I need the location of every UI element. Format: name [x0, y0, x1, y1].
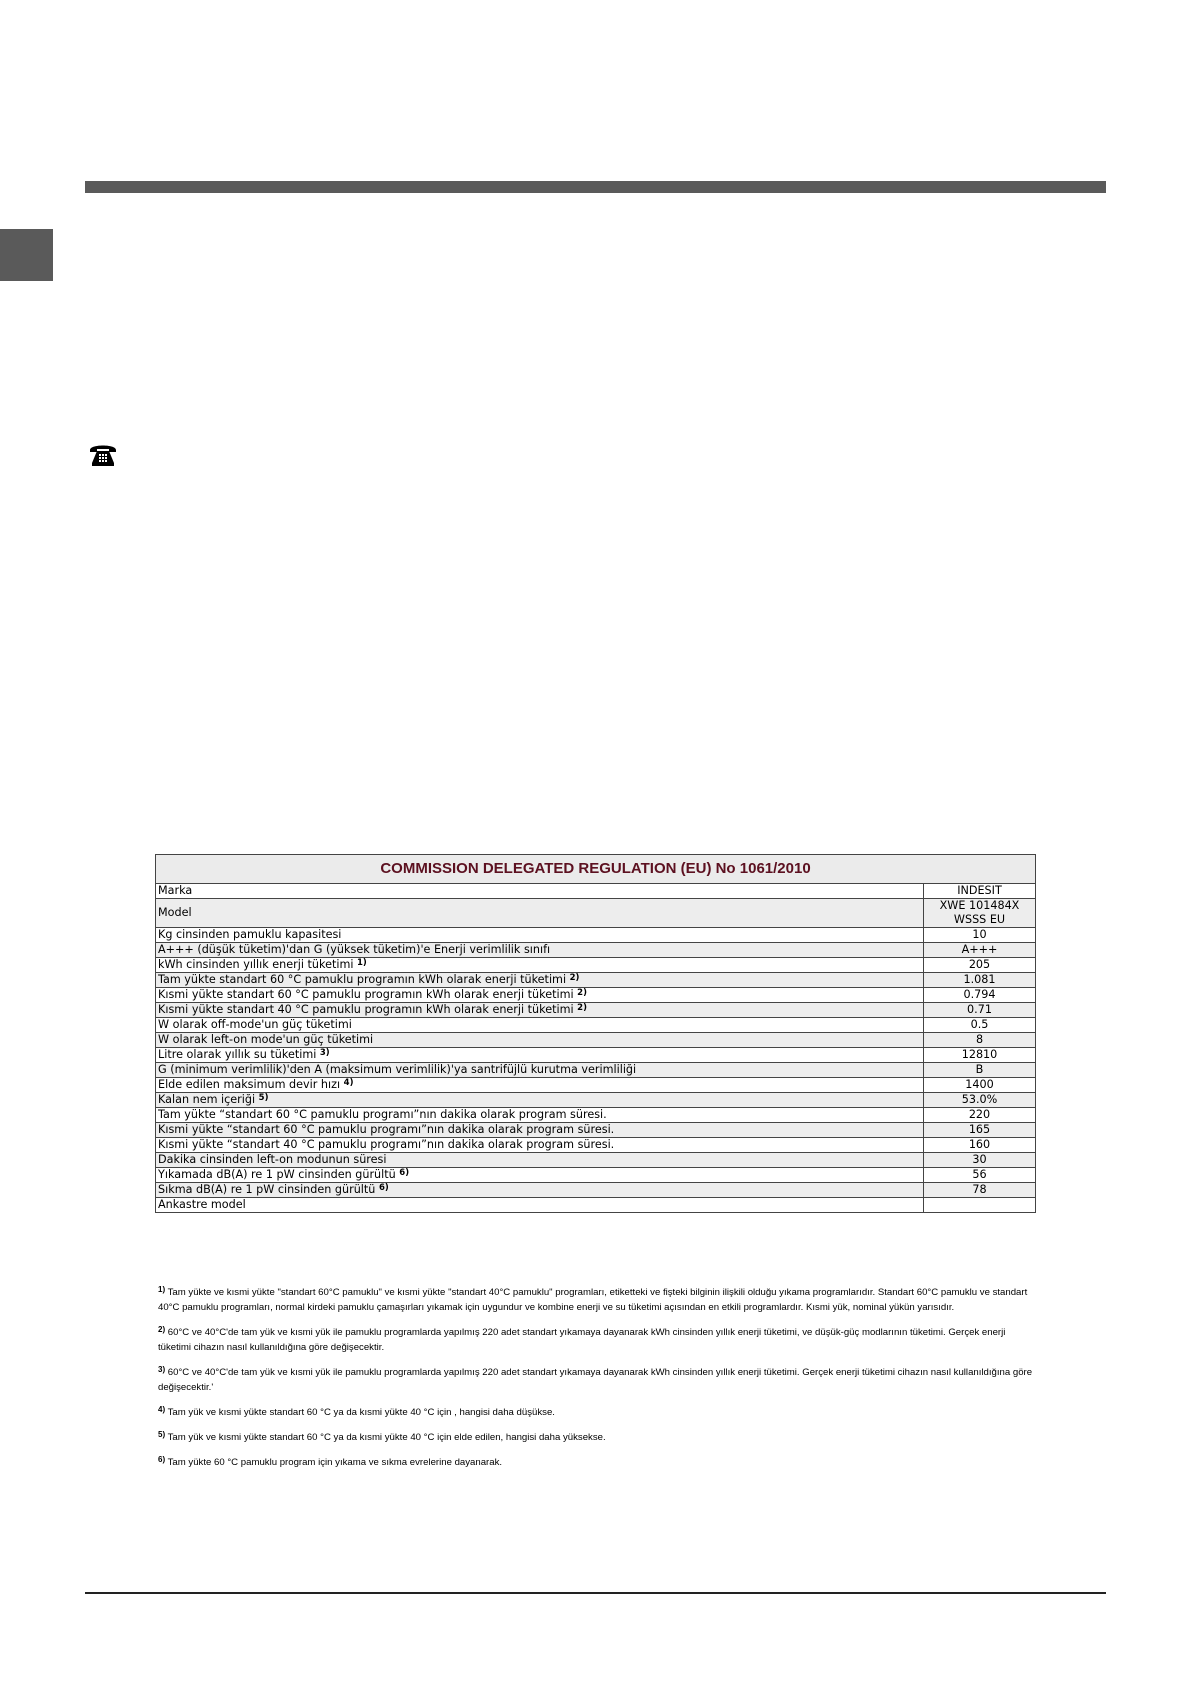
row-label-cell [156, 988, 924, 1003]
row-label-cell [156, 1093, 924, 1108]
footnote [158, 1402, 1038, 1420]
footnote-text: 60°C ve 40°C'de tam yük ve kısmi yük ile pamuklu programlarda yapılmış 220 adet standart yıkamaya dayanarak kWh cinsinden yıllık enerji tüketimi, ve düşük-güç modlarının tüketimi. Gerçek enerji tüketimi cihazın nasıl kullanıldığına göre değişecektir. [158, 1327, 1006, 1353]
table-row [156, 899, 1036, 928]
footnote [158, 1452, 1038, 1470]
footnote-ref: 1) [357, 958, 367, 968]
row-label-cell [156, 1003, 924, 1018]
row-label-cell [156, 1048, 924, 1063]
row-label-cell [156, 928, 924, 943]
footnote-ref: 2) [569, 973, 580, 983]
row-value: 78 [924, 1183, 1036, 1198]
footnotes [158, 1282, 1038, 1477]
row-label: Model [158, 906, 192, 919]
row-value: 56 [924, 1168, 1036, 1183]
table-row [156, 928, 1036, 943]
row-label: Ankastre model [158, 1198, 246, 1211]
table-row [156, 1033, 1036, 1048]
row-label-cell [156, 1153, 924, 1168]
footnote-mark: 5) [158, 1430, 166, 1439]
row-value: 205 [924, 958, 1036, 973]
footnote-text: Tam yük ve kısmi yükte standart 60 °C ya da kısmi yükte 40 °C için elde edilen, hangisi daha yüksekse. [167, 1432, 606, 1443]
table-row [156, 1108, 1036, 1123]
row-value: 1.081 [924, 973, 1036, 988]
footnote-ref: 4) [343, 1078, 354, 1088]
row-value: 12810 [924, 1048, 1036, 1063]
footer-rule [85, 1592, 1106, 1594]
row-label-cell [156, 1063, 924, 1078]
table-row [156, 1198, 1036, 1213]
row-label-cell [156, 1198, 924, 1213]
row-label-cell [156, 1078, 924, 1093]
row-label: Kısmi yükte standart 40 °C pamuklu programın kWh olarak enerji tüketimi [158, 1003, 574, 1016]
row-label: Elde edilen maksimum devir hızı [158, 1078, 341, 1091]
table-row [156, 958, 1036, 973]
row-value: 0.5 [924, 1018, 1036, 1033]
footnote-ref: 2) [577, 1003, 587, 1013]
footnote-mark: 6) [158, 1455, 166, 1464]
row-label: W olarak off-mode'un güç tüketimi [158, 1018, 352, 1031]
footnote-mark: 4) [158, 1405, 166, 1414]
footnote-text: Tam yükte ve kısmi yükte "standart 60°C pamuklu" ve kısmi yükte "standart 40°C pamuklu" programları, etiketteki ve fişteki bilginin ilişkili olduğu yıkama programlarıdır. Standart 60°C pamuklu ve standart 40°C pamuklu programları, normal kirdeki pamuklu çamaşırları yıkamak için uygundur ve kombine enerji ve su tüketimi açısından en etkili programlardır. Kısmi yük, nominal yükün yarısıdır. [158, 1287, 1028, 1313]
regulation-table [155, 854, 1036, 1213]
row-label-cell [156, 1138, 924, 1153]
table-row [156, 988, 1036, 1003]
footnote [158, 1322, 1038, 1355]
row-label-cell [156, 1123, 924, 1138]
row-value [924, 1198, 1036, 1213]
footnote-ref: 5) [258, 1093, 269, 1103]
table-row [156, 1123, 1036, 1138]
row-value: B [924, 1063, 1036, 1078]
table-body [156, 884, 1036, 1213]
table-row [156, 1153, 1036, 1168]
table-row [156, 1093, 1036, 1108]
footnote [158, 1427, 1038, 1445]
row-value: 0.71 [924, 1003, 1036, 1018]
footnote-mark: 2) [158, 1325, 166, 1334]
section-tab [0, 229, 53, 281]
table-row [156, 1078, 1036, 1093]
row-label: Kalan nem içeriği [158, 1093, 256, 1106]
row-label: Marka [158, 884, 193, 897]
row-label-cell [156, 884, 924, 899]
row-label: Tam yükte standart 60 °C pamuklu programın kWh olarak enerji tüketimi [158, 973, 567, 986]
row-value: 160 [924, 1138, 1036, 1153]
table-row [156, 884, 1036, 899]
row-label-cell [156, 1033, 924, 1048]
row-label: Kısmi yükte “standart 40 °C pamuklu programı”nın dakika olarak program süresi. [158, 1138, 615, 1151]
row-label: Sıkma dB(A) re 1 pW cinsinden gürültü [158, 1183, 376, 1196]
row-value: 1400 [924, 1078, 1036, 1093]
row-label: kWh cinsinden yıllık enerji tüketimi [158, 958, 354, 971]
row-value: 0.794 [924, 988, 1036, 1003]
table-row [156, 1183, 1036, 1198]
row-label-cell [156, 1183, 924, 1198]
footnote-text: 60°C ve 40°C'de tam yük ve kısmi yük ile pamuklu programlarda yapılmış 220 adet standart yıkamaya dayanarak kWh cinsinden yıllık enerji tüketimi. Gerçek enerji tüketimi cihazın nasıl kullanıldığına göre değişecektir.' [158, 1367, 1033, 1393]
row-label: Yıkamada dB(A) re 1 pW cinsinden gürültü [158, 1168, 396, 1181]
row-label: A+++ (düşük tüketim)'dan G (yüksek tüketim)'e Enerji verimlilik sınıfı [158, 943, 551, 956]
table-row [156, 1018, 1036, 1033]
footnote-mark: 1) [158, 1285, 166, 1294]
row-value: 165 [924, 1123, 1036, 1138]
table-row [156, 1063, 1036, 1078]
table-row [156, 1048, 1036, 1063]
footnote-mark: 3) [158, 1365, 166, 1374]
table-row [156, 943, 1036, 958]
footnote-ref: 2) [577, 988, 587, 998]
table-row [156, 1138, 1036, 1153]
footnote-text: Tam yükte 60 °C pamuklu program için yıkama ve sıkma evrelerine dayanarak. [167, 1457, 503, 1468]
row-value: 53.0% [924, 1093, 1036, 1108]
table-row [156, 1168, 1036, 1183]
table-row [156, 973, 1036, 988]
row-label: G (minimum verimlilik)'den A (maksimum verimlilik)'ya santrifüjlü kurutma verimliliği [158, 1063, 637, 1076]
row-label-cell [156, 1108, 924, 1123]
table-title: COMMISSION DELEGATED REGULATION (EU) No 1061/2010 [156, 855, 1036, 884]
row-value: 8 [924, 1033, 1036, 1048]
row-label: W olarak left-on mode'un güç tüketimi [158, 1033, 374, 1046]
header-rule [85, 181, 1106, 193]
row-label-cell [156, 958, 924, 973]
footnote-text: Tam yük ve kısmi yükte standart 60 °C ya da kısmi yükte 40 °C için , hangisi daha düşükse. [167, 1407, 555, 1418]
footnote-ref: 3) [319, 1048, 330, 1058]
footnote [158, 1282, 1038, 1315]
row-label-cell [156, 943, 924, 958]
telephone-icon [88, 441, 118, 467]
row-label: Tam yükte “standart 60 °C pamuklu programı”nın dakika olarak program süresi. [158, 1108, 607, 1121]
row-label: Kısmi yükte standart 60 °C pamuklu programın kWh olarak enerji tüketimi [158, 988, 574, 1001]
footnote-ref: 6) [399, 1168, 410, 1178]
row-label-cell [156, 1018, 924, 1033]
row-label-cell [156, 973, 924, 988]
row-label: Kısmi yükte “standart 60 °C pamuklu programı”nın dakika olarak program süresi. [158, 1123, 615, 1136]
footnote [158, 1362, 1038, 1395]
row-value: 30 [924, 1153, 1036, 1168]
row-value: A+++ [924, 943, 1036, 958]
footnote-ref: 6) [378, 1183, 389, 1193]
table-row [156, 1003, 1036, 1018]
row-value: 220 [924, 1108, 1036, 1123]
row-label-cell [156, 899, 924, 928]
row-label: Litre olarak yıllık su tüketimi [158, 1048, 317, 1061]
row-label-cell [156, 1168, 924, 1183]
row-label: Dakika cinsinden left-on modunun süresi [158, 1153, 387, 1166]
row-label: Kg cinsinden pamuklu kapasitesi [158, 928, 342, 941]
row-value: INDESIT [924, 884, 1036, 899]
row-value: 10 [924, 928, 1036, 943]
row-value: XWE 101484X WSSS EU [924, 899, 1036, 928]
